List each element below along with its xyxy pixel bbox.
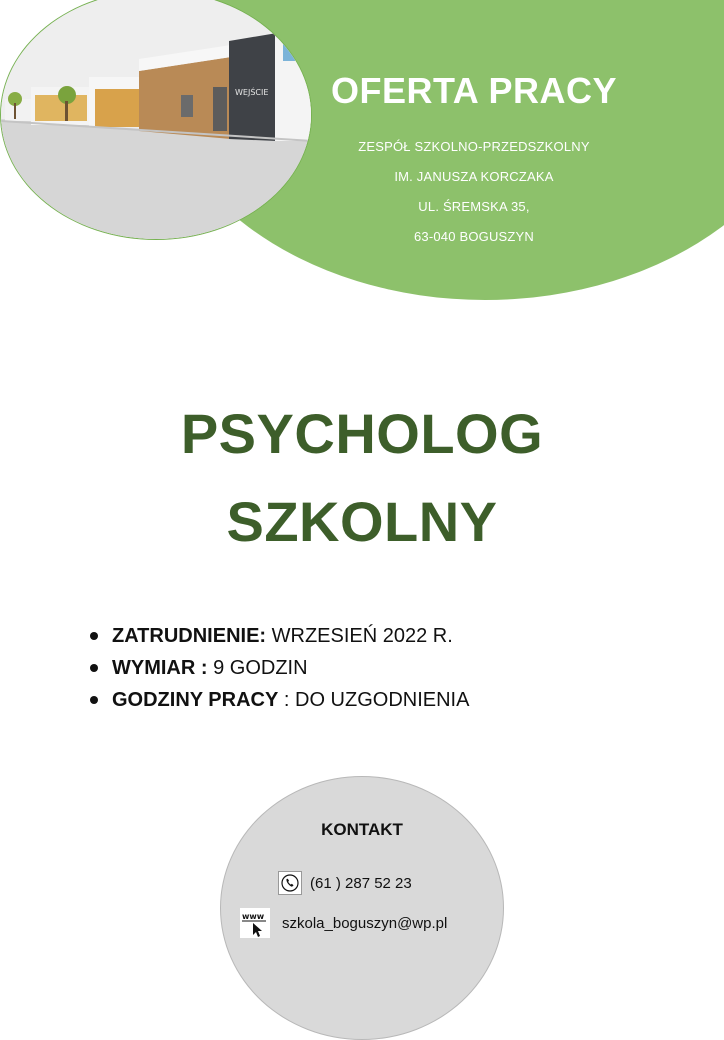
contact-phone-row xyxy=(278,871,412,895)
address-city: 63-040 BOGUSZYN xyxy=(413,229,535,244)
detail-label: WYMIAR : xyxy=(112,657,208,679)
svg-text:WEJŚCIE: WEJŚCIE xyxy=(235,88,269,97)
detail-label: ZATRUDNIENIE: xyxy=(112,625,267,647)
school-name-line-2: IM. JANUSZA KORCZAKA xyxy=(394,169,554,184)
contact-title: KONTAKT xyxy=(321,820,403,839)
contact-email-row xyxy=(240,908,447,938)
list-item xyxy=(90,620,469,652)
bullet-icon xyxy=(90,664,98,672)
job-title-line-1: PSYCHOLOG xyxy=(180,402,544,465)
job-title xyxy=(0,390,724,566)
phone-icon xyxy=(278,871,302,895)
detail-value: : DO UZGODNIENIA xyxy=(278,689,470,711)
school-building-photo xyxy=(0,0,312,240)
header-text xyxy=(300,70,648,252)
address-street: UL. ŚREMSKA 35, xyxy=(418,199,530,214)
job-title-line-2: SZKOLNY xyxy=(226,490,498,553)
list-item xyxy=(90,684,469,716)
www-cursor-icon xyxy=(240,908,270,938)
contact-phone[interactable]: (61 ) 287 52 23 xyxy=(310,874,412,892)
school-name-line-1: ZESPÓŁ SZKOLNO-PRZEDSZKOLNY xyxy=(358,139,590,154)
offer-title: OFERTA PRACY xyxy=(330,70,617,111)
job-details-list xyxy=(90,620,469,716)
detail-value: 9 GODZIN xyxy=(207,657,308,679)
detail-value: WRZESIEŃ 2022 R. xyxy=(266,625,453,647)
detail-label: GODZINY PRACY xyxy=(112,689,279,711)
bullet-icon xyxy=(90,696,98,704)
contact-email[interactable]: szkola_boguszyn@wp.pl xyxy=(282,914,448,932)
svg-text:www: www xyxy=(242,912,265,921)
bullet-icon xyxy=(90,632,98,640)
list-item xyxy=(90,652,469,684)
